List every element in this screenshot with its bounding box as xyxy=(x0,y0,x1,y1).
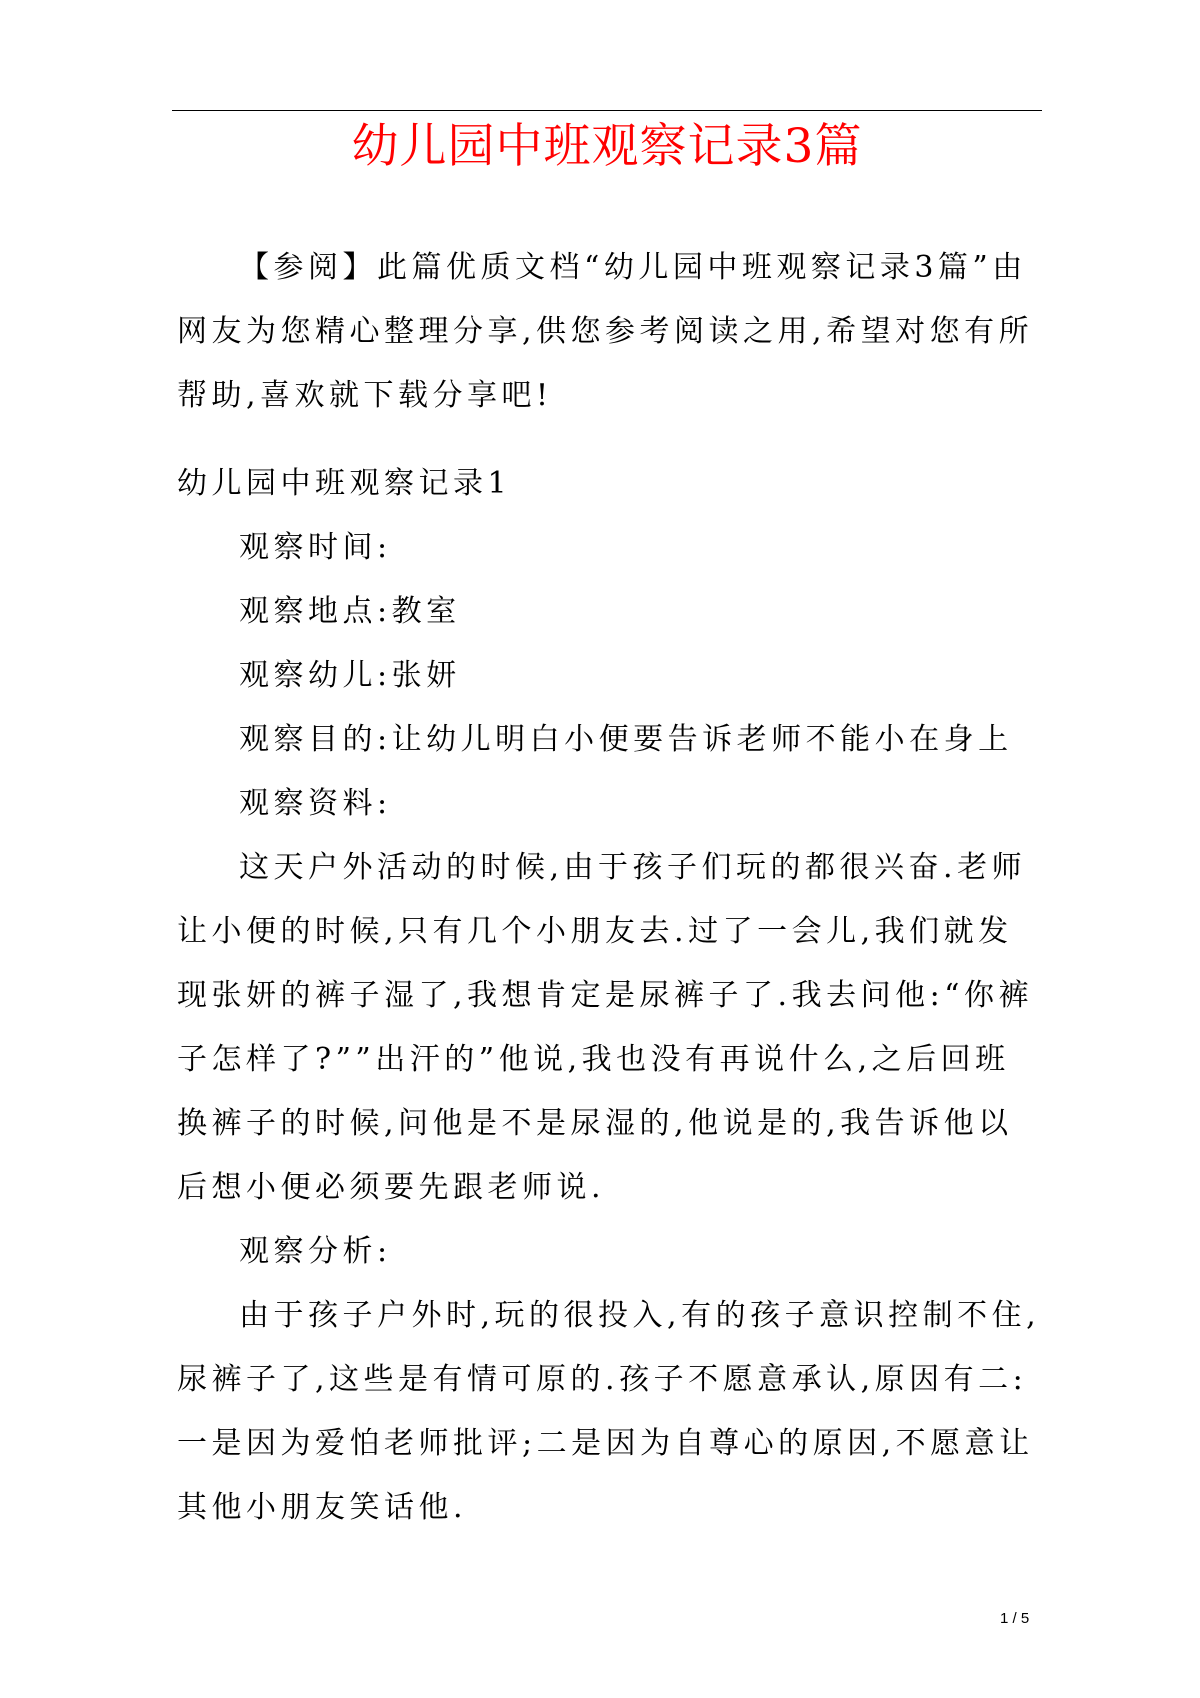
field-observation-time: 观察时间: xyxy=(239,530,392,565)
field-observation-material: 观察资料: xyxy=(239,786,392,821)
intro-paragraph: 【参阅】此篇优质文档“幼儿园中班观察记录3篇”由网友为您精心整理分享,供您参考阅读之用,希望对您有所帮助,喜欢就下载分享吧! xyxy=(177,250,1034,413)
material-paragraph: 这天户外活动的时候,由于孩子们玩的都很兴奋.老师让小便的时候,只有几个小朋友去.过了一会儿,我们就发现张妍的裤子湿了,我想肯定是尿裤子了.我去问他:“你裤子怎样了?””出汗的”他说,我也没有再说什么,之后回班换裤子的时候,问他是不是尿湿的,他说是的,我告诉他以后想小便必须要先跟老师说. xyxy=(177,850,1034,1205)
field-observation-purpose: 观察目的:让幼儿明白小便要告诉老师不能小在身上 xyxy=(239,722,1013,757)
page-number: 1 / 5 xyxy=(1000,1610,1030,1627)
document-title: 幼儿园中班观察记录3篇 xyxy=(351,119,863,174)
section-heading: 幼儿园中班观察记录1 xyxy=(177,466,512,501)
analysis-label: 观察分析: xyxy=(239,1234,392,1269)
header-rule xyxy=(172,110,1042,111)
field-observation-place: 观察地点:教室 xyxy=(239,594,461,629)
analysis-paragraph: 由于孩子户外时,玩的很投入,有的孩子意识控制不住,尿裤子了,这些是有情可原的.孩子不愿意承认,原因有二:一是因为爱怕老师批评;二是因为自尊心的原因,不愿意让其他小朋友笑话他. xyxy=(177,1298,1041,1525)
field-observation-child: 观察幼儿:张妍 xyxy=(239,658,461,693)
